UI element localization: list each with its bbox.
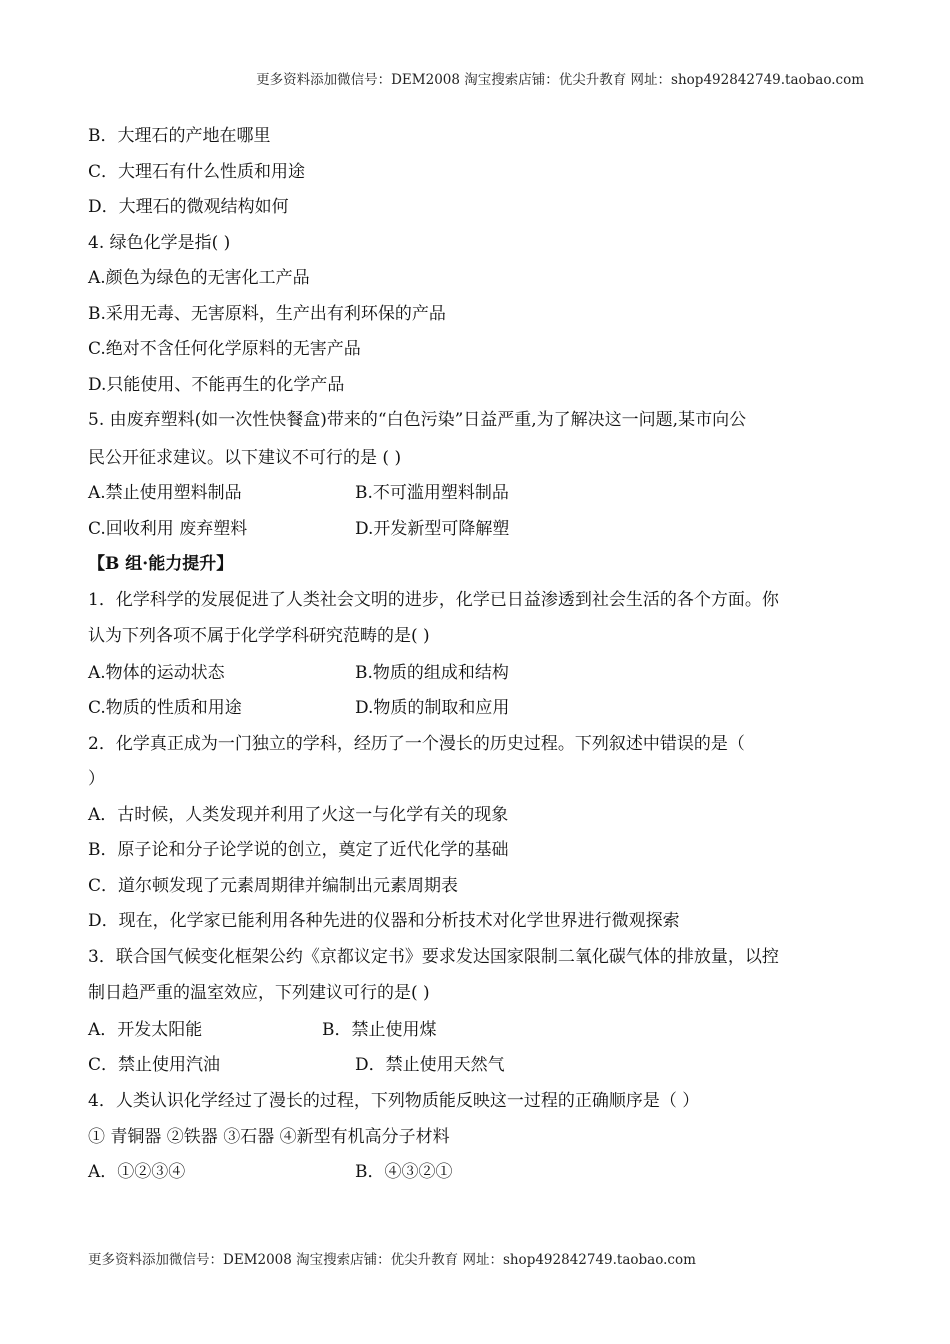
- option-row: A.禁止使用塑料制品 B.不可滥用塑料制品: [88, 483, 509, 503]
- option-line: D.只能使用、不能再生的化学产品: [88, 375, 345, 395]
- question-line: 1．化学科学的发展促进了人类社会文明的进步，化学已日益渗透到社会生活的各个方面。你: [88, 590, 779, 610]
- question-line: 4．人类认识化学经过了漫长的过程，下列物质能反映这一过程的正确顺序是（ ）: [88, 1091, 700, 1111]
- section-heading: 【B 组·能力提升】: [88, 554, 234, 574]
- option-line: B.采用无毒、无害原料，生产出有利环保的产品: [88, 304, 446, 324]
- option-row: A．开发太阳能 B．禁止使用煤: [88, 1020, 437, 1040]
- option-line: C.绝对不含任何化学原料的无害产品: [88, 339, 361, 359]
- question-line: 3．联合国气候变化框架公约《京都议定书》要求发达国家限制二氧化碳气体的排放量，以控: [88, 947, 779, 967]
- option-line: B．大理石的产地在哪里: [88, 126, 271, 146]
- option-line: A.颜色为绿色的无害化工产品: [88, 268, 310, 288]
- question-line: 认为下列各项不属于化学学科研究范畴的是( ): [88, 626, 430, 646]
- page-footer: 更多资料添加微信号：DEM2008 淘宝搜索店铺：优尖升教育 网址：shop492842749.taobao.com: [88, 1252, 696, 1268]
- question-line: 4. 绿色化学是指( ): [88, 233, 231, 253]
- question-line: ① 青铜器 ②铁器 ③石器 ④新型有机高分子材料: [88, 1127, 450, 1147]
- page-header: 更多资料添加微信号：DEM2008 淘宝搜索店铺：优尖升教育 网址：shop492842749.taobao.com: [256, 72, 864, 88]
- option-row: C.物质的性质和用途 D.物质的制取和应用: [88, 698, 510, 718]
- option-row: C.回收利用 废弃塑料 D.开发新型可降解塑: [88, 519, 510, 539]
- question-line: 制日趋严重的温室效应，下列建议可行的是( ): [88, 983, 430, 1003]
- option-line: D．大理石的微观结构如何: [88, 197, 289, 217]
- option-line: C．道尔顿发现了元素周期律并编制出元素周期表: [88, 876, 459, 896]
- option-line: C．大理石有什么性质和用途: [88, 162, 306, 182]
- option-row: A．①②③④ B．④③②①: [88, 1162, 453, 1182]
- option-row: C．禁止使用汽油 D．禁止使用天然气: [88, 1055, 505, 1075]
- question-line: 2．化学真正成为一门独立的学科，经历了一个漫长的历史过程。下列叙述中错误的是（: [88, 734, 745, 754]
- question-line: 民公开征求建议。以下建议不可行的是 ( ): [88, 448, 402, 468]
- option-line: B．原子论和分子论学说的创立，奠定了近代化学的基础: [88, 840, 509, 860]
- question-line: ）: [88, 769, 105, 789]
- question-line: 5. 由废弃塑料(如一次性快餐盒)带来的“白色污染”日益严重,为了解决这一问题,某市向公: [88, 410, 747, 430]
- option-line: D．现在，化学家已能利用各种先进的仪器和分析技术对化学世界进行微观探索: [88, 911, 680, 931]
- option-row: A.物体的运动状态 B.物质的组成和结构: [88, 663, 509, 683]
- option-line: A．古时候，人类发现并利用了火这一与化学有关的现象: [88, 805, 509, 825]
